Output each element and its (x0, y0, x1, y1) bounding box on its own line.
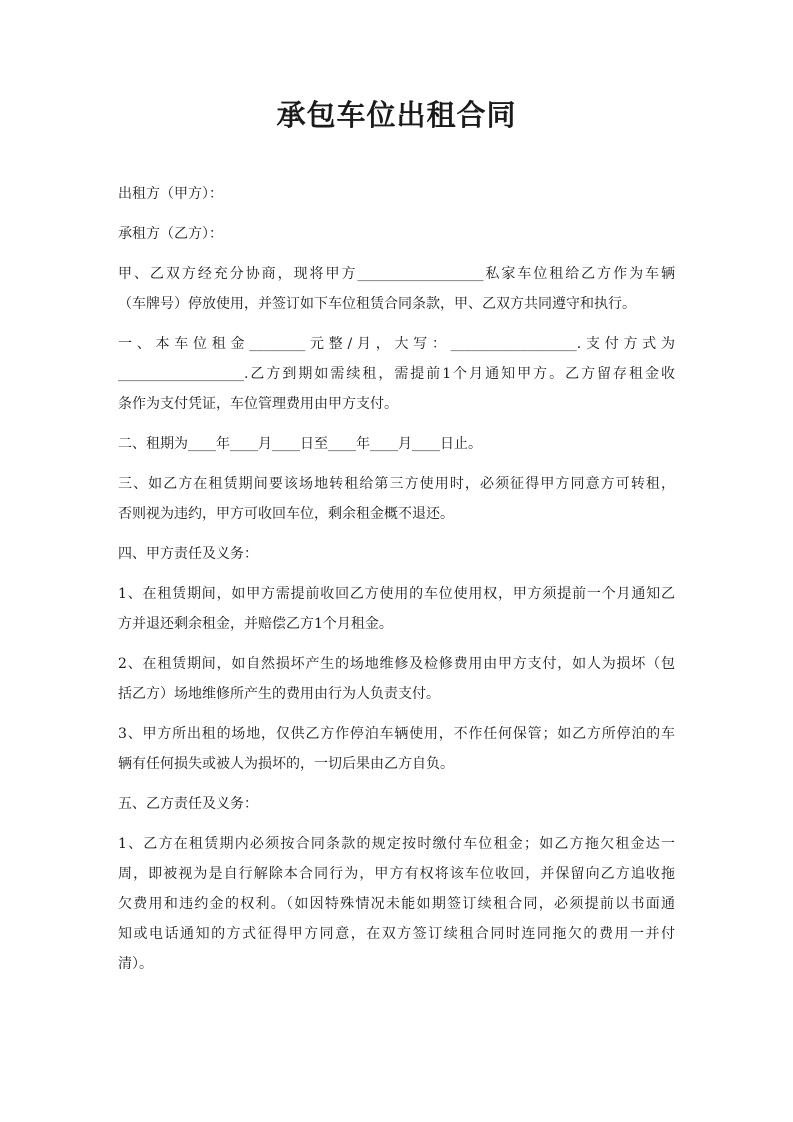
paragraph-line: 辆有任何损失或被人为损坏的，一切后果由乙方自负。 (118, 756, 454, 772)
paragraph-line: 周，即被视为是自行解除本合同行为，甲方有权将该车位收回，并保留向乙方追收拖 (118, 866, 675, 882)
paragraph-line: 一、本车位租金________元整/月，大写：__________________.支付方式为 (118, 336, 675, 352)
paragraph-line: 甲、乙双方经充分协商，现将甲方__________________私家车位租给乙方作为车辆 (118, 266, 675, 282)
paragraph-line: 五、乙方责任及义务： (118, 796, 258, 812)
paragraph-clause-4-3 (118, 719, 675, 779)
paragraph-line: 括乙方）场地维修所产生的费用由行为人负责支付。 (118, 686, 440, 702)
document-title: 承包车位出租合同 (276, 98, 517, 132)
paragraph-line: __________________.乙方到期如需续租，需提前1个月通知甲方。乙方留存租金收 (118, 366, 675, 382)
paragraph-line: 1、在租赁期间，如甲方需提前收回乙方使用的车位使用权，甲方须提前一个月通知乙 (118, 586, 675, 602)
paragraph-line: 欠费用和违约金的权利。（如因特殊情况未能如期签订续租合同，必须提前以书面通 (118, 896, 675, 912)
paragraph-clause-3 (118, 469, 675, 529)
paragraph-line: 四、甲方责任及义务： (118, 546, 258, 562)
paragraph-clause-5-1 (118, 829, 675, 979)
paragraph-clause-2 (118, 429, 675, 459)
paragraph-line: 1、乙方在租赁期内必须按合同条款的规定按时缴付车位租金；如乙方拖欠租金达一 (118, 836, 675, 852)
paragraph-line: 否则视为违约，甲方可收回车位，剩余租金概不退还。 (118, 506, 454, 522)
paragraph-line: 承租方（乙方）： (118, 226, 223, 242)
paragraph-line: 三、如乙方在租赁期间要该场地转租给第三方使用时，必须征得甲方同意方可转租， (118, 476, 675, 492)
paragraph-clause-5 (118, 789, 675, 819)
paragraph-clause-4-2 (118, 649, 675, 709)
paragraph-line: 条作为支付凭证，车位管理费用由甲方支付。 (118, 396, 398, 412)
paragraph-line: 2、在租赁期间，如自然损坏产生的场地维修及检修费用由甲方支付，如人为损坏（包 (118, 656, 675, 672)
paragraph-lessor (118, 179, 675, 209)
paragraph-line: （车牌号）停放使用，并签订如下车位租赁合同条款，甲、乙双方共同遵守和执行。 (118, 296, 636, 312)
paragraph-line: 方并退还剩余租金，并赔偿乙方1个月租金。 (118, 616, 393, 632)
paragraph-line: 清）。 (118, 956, 153, 972)
paragraph-lessee (118, 219, 675, 249)
paragraph-clause-4-1 (118, 579, 675, 639)
paragraph-intro (118, 259, 675, 319)
paragraph-clause-1 (118, 329, 675, 419)
paragraph-clause-4 (118, 539, 675, 569)
paragraph-line: 二、租期为____年____月____日至____年____月____日止。 (118, 436, 482, 452)
paragraph-line: 3、甲方所出租的场地，仅供乙方作停泊车辆使用，不作任何保管；如乙方所停泊的车 (118, 726, 675, 742)
document-body (118, 179, 675, 979)
paragraph-line: 知或电话通知的方式征得甲方同意，在双方签订续租合同时连同拖欠的费用一并付 (118, 926, 675, 942)
paragraph-line: 出租方（甲方）： (118, 186, 223, 202)
